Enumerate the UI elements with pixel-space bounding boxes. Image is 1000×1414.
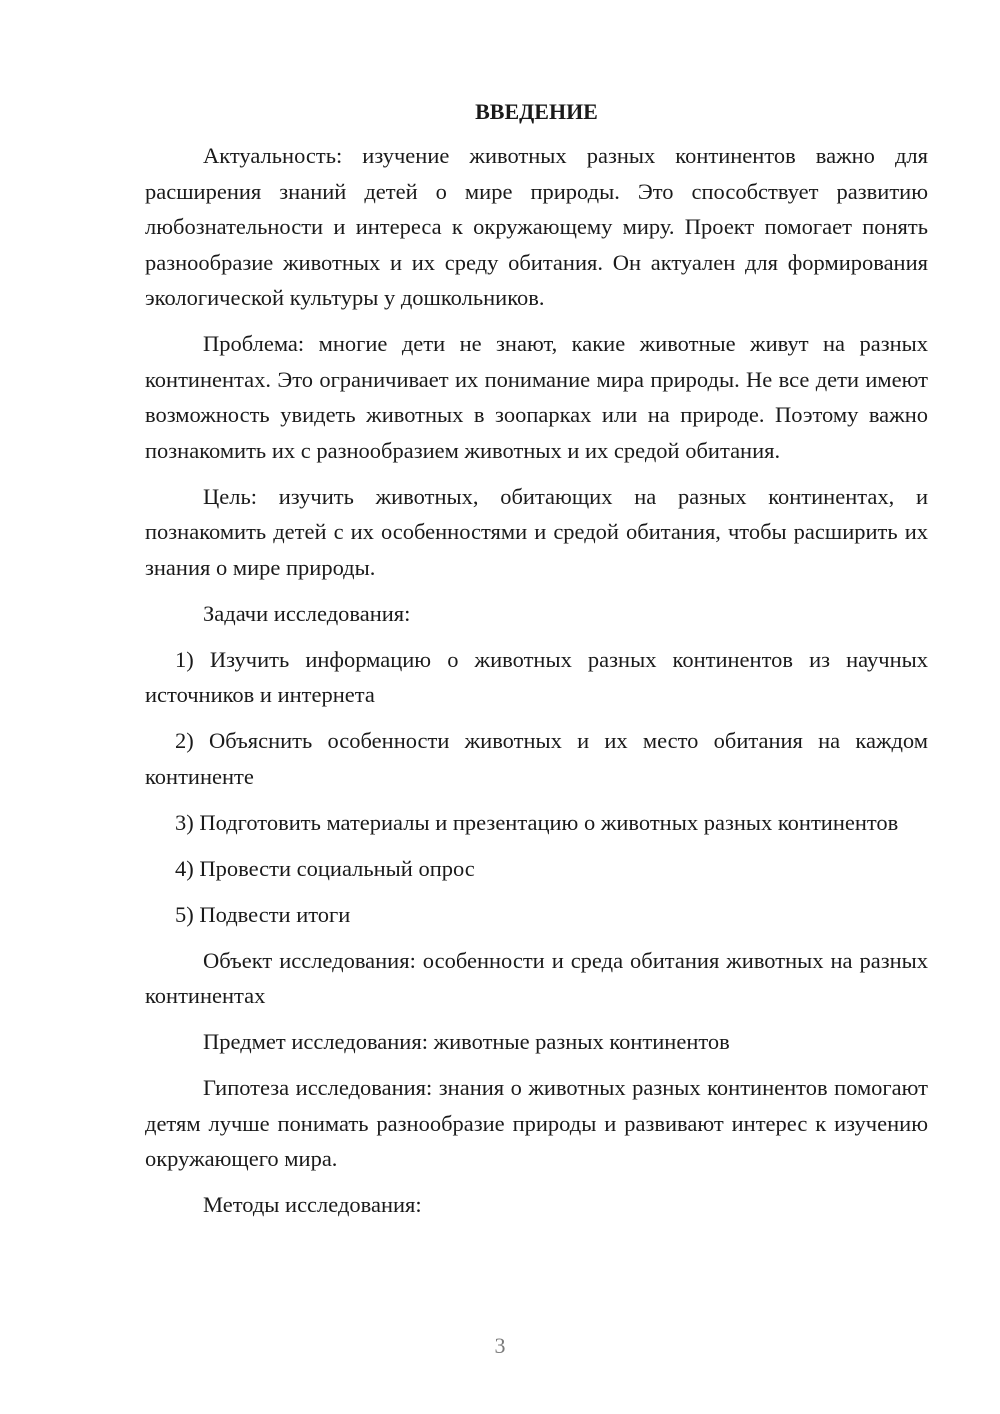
section-heading: ВВЕДЕНИЕ: [475, 99, 598, 124]
task-item: 2) Объяснить особенности животных и их место обитания на каждом континенте: [145, 728, 928, 789]
subject-paragraph: Предмет исследования: животные разных континентов: [203, 1029, 730, 1054]
problem-paragraph: Проблема: многие дети не знают, какие животные живут на разных континентах. Это ограничивает их понимание мира природы. Не все дети имеют возможность увидеть животных в зоопарках или на природе. Поэтому важно познакомить их с разнообразием животных и их средой обитания.: [145, 331, 928, 463]
task-item: 4) Провести социальный опрос: [175, 855, 475, 881]
relevance-paragraph: Актуальность: изучение животных разных континентов важно для расширения знаний детей о мире природы. Это способствует развитию любознательности и интереса к окружающему миру. Проект помогает понять разнообразие животных и их среду обитания. Он актуален для формирования экологической культуры у дошкольников.: [145, 143, 928, 310]
document-body: [145, 96, 928, 1233]
methods-title: Методы исследования:: [203, 1192, 422, 1217]
object-paragraph: Объект исследования: особенности и среда обитания животных на разных континентах: [145, 947, 928, 1008]
task-item: 1) Изучить информацию о животных разных континентов из научных источников и интернета: [145, 646, 928, 707]
page-number: 3: [494, 1333, 506, 1358]
task-item: 5) Подвести итоги: [175, 901, 351, 927]
tasks-title: Задачи исследования:: [203, 600, 411, 626]
hypothesis-paragraph: Гипотеза исследования: знания о животных разных континентов помогают детям лучше понимать разнообразие природы и развивают интерес к изучению окружающего мира.: [145, 1075, 928, 1171]
goal-paragraph: Цель: изучить животных, обитающих на разных континентах, и познакомить детей с их особенностями и средой обитания, чтобы расширить их знания о мире природы.: [145, 483, 928, 580]
task-item: 3) Подготовить материалы и презентацию о животных разных континентов: [175, 809, 899, 835]
